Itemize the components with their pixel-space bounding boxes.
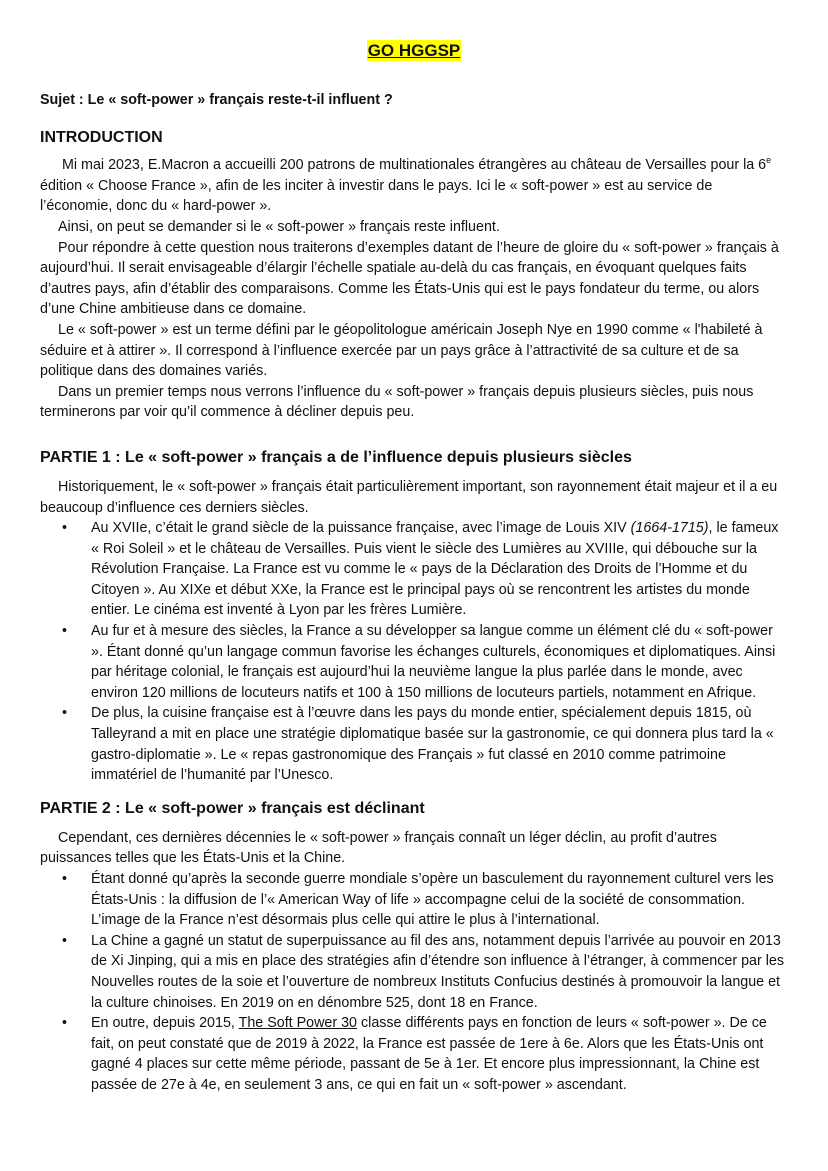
intro-heading: INTRODUCTION (40, 129, 163, 147)
intro-paragraph-5: Dans un premier temps nous verrons l’influence du « soft-power » français depuis plusieurs siècles, puis nous terminerons par voir qu’il commence à décliner depuis peu. (40, 383, 754, 421)
part2-bullet-3 (40, 1013, 788, 1095)
bullet-dot: • (62, 520, 68, 537)
part2-bullet-1 (40, 869, 788, 931)
bullet-dot: • (62, 1015, 68, 1032)
intro-p1-text-a: Mi mai 2023, E.Macron a accueilli 200 patrons de multinationales étrangères au château de Versailles pour la 6 (62, 157, 767, 174)
part1-b3-text: De plus, la cuisine française est à l’œuvre dans les pays du monde entier, spécialement depuis 1815, où Talleyrand a mit en place une stratégie diplomatique basée sur la gastronomie, ce qui donnera plus tard la « gastro-diplomatie ». Le « repas gastronomique des Français » fut classé en 2010 comme patrimoine immatériel de l’humanité par l’Unesco. (91, 705, 774, 784)
part1-bullet-1 (40, 518, 788, 621)
title-wrap (40, 40, 788, 63)
intro-p1-text-b: édition « Choose France », afin de les inciter à investir dans le pays. Ici le « soft-power » est au service de l’économie, donc du « hard-power ». (40, 177, 713, 215)
part2-b1-text: Étant donné qu’après la seconde guerre mondiale s’opère un basculement du rayonnement culturel vers les États-Unis : la diffusion de l’« American Way of life » accompagne celui de la société de consommation. L’image de la France n’est désormais plus celle qui attire le plus à l’international. (91, 871, 774, 929)
part2-heading: PARTIE 2 : Le « soft-power » français est déclinant (40, 799, 425, 817)
intro-paragraph-1 (40, 155, 788, 217)
part2-b3-text-b: classe différents pays en fonction de leurs « soft-power ». De ce fait, on peut constaté que de 2019 à 2022, la France est passée de 1ere à 6e. Alors que les États-Unis ont gagné 4 places sur cette même période, passant de 5e à 1er. Et encore plus impressionnant, la Chine est passée de 27e à 4e, en seulement 3 ans, ce qui en fait un « soft-power » ascendant. (91, 1015, 767, 1093)
intro-paragraph-2: Ainsi, on peut se demander si le « soft-power » français reste influent. (58, 218, 500, 235)
part1-bullet-list (40, 518, 788, 786)
document-title: GO HGGSP (367, 41, 461, 60)
soft-power-30-link[interactable]: The Soft Power 30 (238, 1015, 358, 1032)
part1-b1-text-b: , le fameux « Roi Soleil » et le château de Versailles. Puis vient le siècle des Lumières au XVIIIe, qui débouche sur la Révolution Française. La France est vu comme le « pays de la Déclaration des Droits de l’Homme et du Citoyen ». Au XIXe et début XXe, la France est le principal pays où se rencontrent les artistes du monde entier. Le cinéma est inventé à Lyon par les frères Lumière. (91, 520, 779, 619)
part1-b1-text-a: Au XVIIe, c’était le grand siècle de la puissance française, avec l’image de Louis XIV (91, 520, 631, 537)
intro-paragraph-3: Pour répondre à cette question nous traiterons d’exemples datant de l’heure de gloire du « soft-power » français à aujourd’hui. Il serait envisageable d’élargir l’échelle spatiale au-delà du cas français, en évoquant quelques faits d’autres pays, afin d’établir des comparaisons. Comme les États-Unis qui est le pays fondateur du terme, ou alors d’une Chine ambitieuse dans ce domaine. (40, 239, 779, 318)
part1-b1-dates: (1664-1715) (630, 520, 709, 537)
intro-paragraph-4: Le « soft-power » est un terme défini par le géopolitologue américain Joseph Nye en 1990 comme « l'habileté à séduire et à attirer ». Il correspond à l’influence exercée par un pays grâce à l’attractivité de sa culture et de sa politique dans des domaines variés. (40, 321, 763, 380)
intro-p1-superscript: e (766, 155, 772, 166)
part2-intro: Cependant, ces dernières décennies le « soft-power » français connaît un léger déclin, au profit d’autres puissances telles que les États-Unis et la Chine. (40, 829, 717, 867)
bullet-dot: • (62, 705, 68, 722)
bullet-dot: • (62, 932, 68, 949)
part2-b2-text: La Chine a gagné un statut de superpuissance au fil des ans, notamment depuis l’arrivée au pouvoir en 2013 de Xi Jinping, qui a mis en place des stratégies afin d’étendre son influence à l’étranger, à commencer par les Nouvelles routes de la soie et l’ouverture de nombreux Instituts Confucius destinés à promouvoir la langue et la culture chinoises. En 2019 on en dénombre 525, dont 18 en France. (91, 932, 785, 1011)
part1-bullet-2 (40, 621, 788, 703)
part2-bullet-list (40, 869, 788, 1096)
subject-line: Sujet : Le « soft-power » français reste-t-il influent ? (40, 91, 393, 108)
bullet-dot: • (62, 871, 68, 887)
bullet-dot: • (62, 623, 68, 640)
part1-bullet-3 (40, 703, 788, 785)
part1-intro: Historiquement, le « soft-power » français était particulièrement important, son rayonnement était majeur et il a eu beaucoup d’influence ces derniers siècles. (40, 478, 778, 516)
part1-b2-text: Au fur et à mesure des siècles, la France a su développer sa langue comme un élément clé du « soft-power ». Étant donné qu’un langage commun favorise les échanges culturels, économiques et diplomatiques. Ainsi par héritage colonial, le français est aujourd’hui la neuvième langue la plus parlée dans le monde, avec environ 120 millions de locuteurs natifs et 100 à 150 millions de locuteurs partiels, notamment en Afrique. (91, 623, 776, 701)
part2-bullet-2 (40, 931, 788, 1013)
part1-heading: PARTIE 1 : Le « soft-power » français a de l’influence depuis plusieurs siècles (40, 448, 632, 466)
part2-b3-text-a: En outre, depuis 2015, (91, 1015, 239, 1032)
